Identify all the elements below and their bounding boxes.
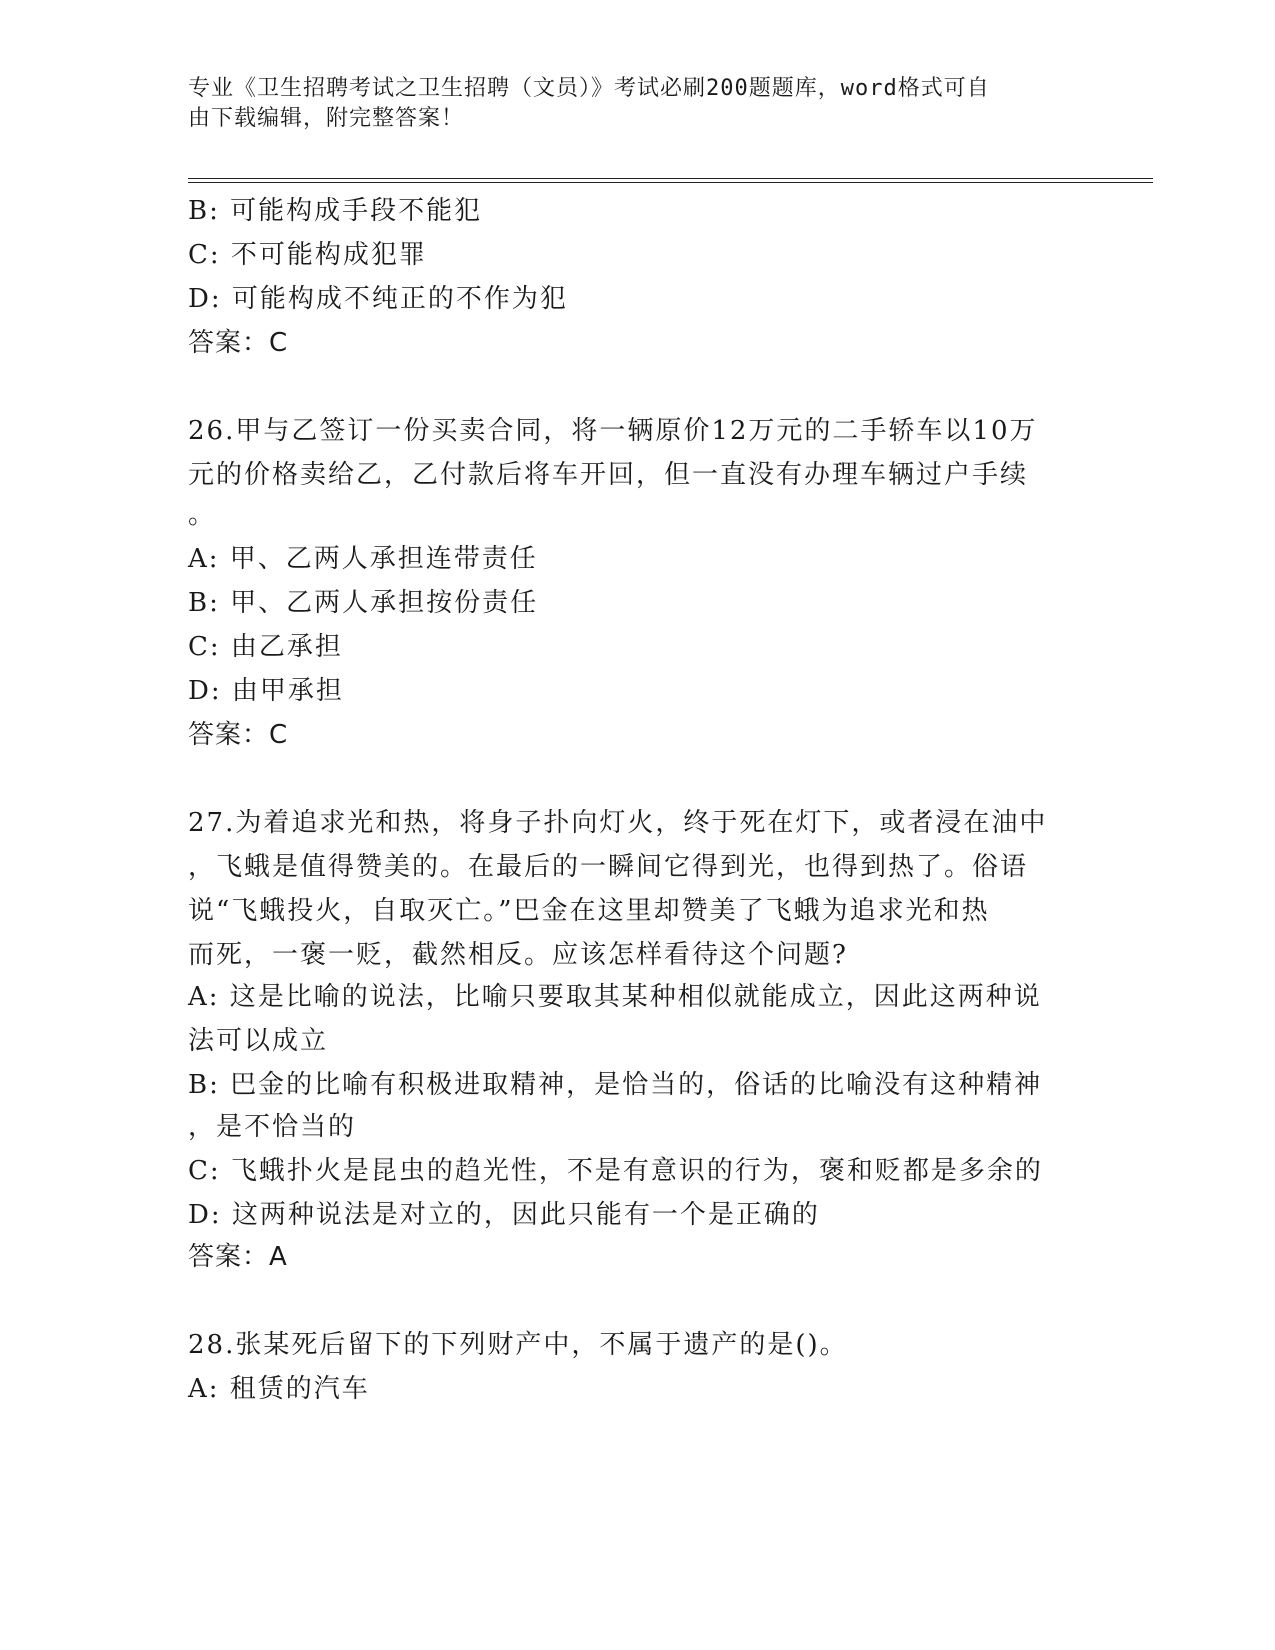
option-line: B: 可能构成手段不能犯 bbox=[188, 196, 483, 226]
answer-line: 答案：C bbox=[188, 328, 289, 358]
option-line: D: 这两种说法是对立的，因此只能有一个是正确的 bbox=[188, 1200, 820, 1230]
question-line: 元的价格卖给乙，乙付款后将车开回，但一直没有办理车辆过户手续 bbox=[188, 460, 1029, 490]
question-line: 说“飞蛾投火，自取灭亡。”巴金在这里却赞美了飞蛾为追求光和热 bbox=[188, 896, 990, 926]
header-line-2: 由下载编辑，附完整答案！ bbox=[188, 106, 465, 131]
document-header bbox=[188, 74, 1088, 134]
question-line: 而死，一褒一贬，截然相反。应该怎样看待这个问题? bbox=[188, 940, 848, 970]
option-line: D: 由甲承担 bbox=[188, 676, 344, 706]
option-line: D: 可能构成不纯正的不作为犯 bbox=[188, 284, 568, 314]
question-line: 。 bbox=[188, 500, 217, 530]
header-line-1: 专业《卫生招聘考试之卫生招聘（文员）》考试必刷200题题库，word格式可自 bbox=[188, 76, 990, 101]
answer-line: 答案：A bbox=[188, 1242, 288, 1272]
question-line: ，飞蛾是值得赞美的。在最后的一瞬间它得到光，也得到热了。俗语 bbox=[188, 852, 1029, 882]
option-line: C: 不可能构成犯罪 bbox=[188, 240, 427, 270]
option-line: A: 这是比喻的说法，比喻只要取其某种相似就能成立，因此这两种说 bbox=[188, 982, 1042, 1012]
option-line: ，是不恰当的 bbox=[188, 1112, 357, 1142]
header-rule-top bbox=[188, 178, 1153, 179]
header-rule-bottom bbox=[188, 182, 1153, 183]
option-line: C: 飞蛾扑火是昆虫的趋光性，不是有意识的行为，褒和贬都是多余的 bbox=[188, 1156, 1043, 1186]
option-line: A: 租赁的汽车 bbox=[188, 1374, 370, 1404]
question-line: 27.为着追求光和热，将身子扑向灯火，终于死在灯下，或者浸在油中 bbox=[188, 808, 1048, 838]
option-line: B: 甲、乙两人承担按份责任 bbox=[188, 588, 539, 618]
question-line: 28.张某死后留下的下列财产中，不属于遗产的是()。 bbox=[188, 1330, 848, 1360]
option-line: C: 由乙承担 bbox=[188, 632, 343, 662]
question-line: 26.甲与乙签订一份买卖合同，将一辆原价12万元的二手轿车以10万 bbox=[188, 416, 1038, 446]
option-line: B: 巴金的比喻有积极进取精神，是恰当的，俗话的比喻没有这种精神 bbox=[188, 1070, 1043, 1100]
answer-line: 答案：C bbox=[188, 720, 289, 750]
option-line: A: 甲、乙两人承担连带责任 bbox=[188, 544, 538, 574]
option-line: 法可以成立 bbox=[188, 1026, 329, 1056]
